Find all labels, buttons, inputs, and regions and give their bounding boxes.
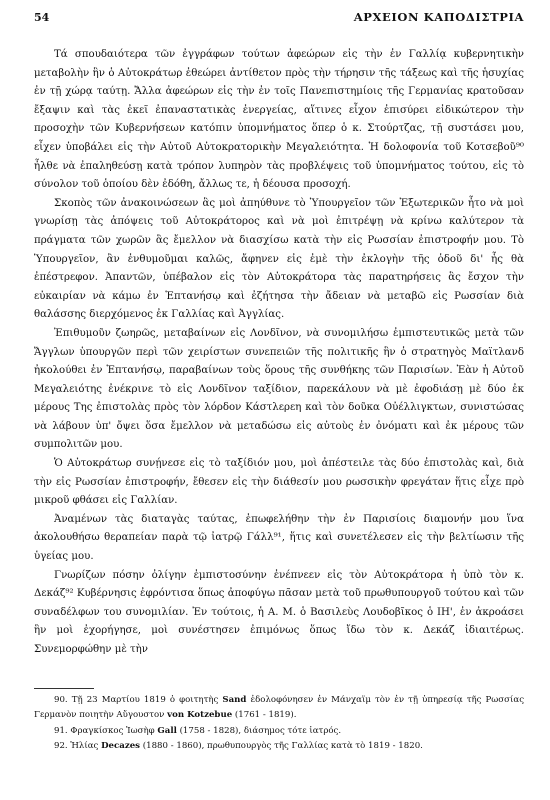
page-number: 54 — [34, 11, 50, 24]
footnote-number: 92. — [54, 741, 68, 752]
body-text — [34, 46, 524, 660]
footnote-91 — [34, 724, 524, 740]
paragraph: Σκοπὸς τῶν ἀνακοινώσεων ἃς μοὶ ἀπηύθυνε τὸ Ὑπουργεῖον τῶν Ἐξωτερικῶν ἦτο νὰ μοὶ γνωρίσῃ τὰς ἀπόψεις τοῦ Αὐτοκράτορος καὶ νὰ μοὶ ἐπιτρέψῃ νὰ κρίνω καλύτερον τὰ πράγματα τῶν χωρῶν ἃς ἔμελλον νὰ διασχίσω κατὰ τὴν εἰς Ρωσσίαν ἐπιστροφήν μου. Τὸ Ὑπουργεῖον, ἂν ἐνθυμοῦμαι καλῶς, ἄφηνεν εἰς ἐμὲ τὴν ἐκλογὴν τῆς ὁδοῦ δι' ἧς θὰ ἐπέστρεφον. Ἀπαντῶν, ὑπέβαλον εἰς τὸν Αὐτοκράτορα τὰς παρατηρήσεις ἃς ἔσχον τὴν εὐκαιρίαν νὰ κάμω ἐν Ἑπτανήσῳ καὶ ἐζήτησα τὴν ἄδειαν νὰ μεταβῶ εἰς Ρωσσίαν διὰ θαλάσσης διερχόμενος ἐκ Γαλλίας καὶ Ἀγγλίας. — [34, 197, 524, 321]
footnote-number: 91. — [54, 725, 68, 736]
footnote-name: Decazes — [101, 741, 141, 752]
paragraph: Ἐπιθυμοῦν ζωηρῶς, μεταβαίνων εἰς Λονδῖνον, νὰ συνομιλήσω ἐμπιστευτικῶς μετὰ τῶν Ἄγγλων ὑπουργῶν περὶ τῶν χειρίστων συνεπειῶν τῆς πολιτικῆς ἣν ὁ στρατηγὸς Μαϊτλανδ ἠκολούθει ἐν Ἑπτανήσῳ, παραβαίνων τοὺς ὅρους τῆς συνθήκης τῶν Παρισίων. Ἐὰν ἡ Αὐτοῦ Μεγαλειότης ἐνέκρινε τὸ εἰς Λονδῖνον ταξίδιον, παρεκάλουν νὰ μὲ ἐφοδιάσῃ μὲ δύο ἐκ μέρους Της ἐπιστολὰς πρὸς τὸν λόρδον Κάστλερεη καὶ τὸν δοῦκα Οὐέλλιγκτων, συνιστώσας νὰ λάβουν ὑπ' ὄψει ὅσα ἔμελλον νὰ μεταδώσω εἰς αὐτοὺς ἐν ὀνόματι καὶ ἐκ μέρους τῶν συμπολιτῶν μου. — [34, 327, 524, 451]
footnote-name: Sand — [222, 694, 247, 705]
footnote-90 — [34, 693, 524, 724]
footnote-name: Gall — [157, 725, 177, 736]
footnote-text: ἐδολοφόνησεν ἐν Μάνχαϊμ τὸν ἐν τῇ ὑπηρεσίᾳ τῆς Ρωσσίας Γερμανὸν ποιητὴν Αὔγουστον — [34, 694, 525, 721]
footnote-text: (1880 - 1860), πρωθυπουργὸς τῆς Γαλλίας κατὰ τὸ 1819 - 1820. — [142, 741, 423, 752]
book-page — [34, 10, 524, 790]
footnote-name: von Kotzebue — [167, 710, 233, 721]
footnote-text: (1761 - 1819). — [234, 710, 297, 721]
page-header — [34, 10, 524, 32]
footnote-text: (1758 - 1828), διάσημος τότε ἰατρός. — [179, 725, 342, 736]
footnotes — [34, 693, 524, 755]
footnote-92 — [34, 739, 524, 755]
footnote-number: 90. — [54, 694, 68, 705]
paragraph: Τά σπουδαιότερα τῶν ἐγγράφων τούτων ἀφεώρων εἰς τὴν ἐν Γαλλίᾳ κυβερνητικὴν μεταβολὴν ἣν ὁ Αὐτοκράτωρ ἐθεώρει ἀντίθετον πρὸς τὴν τήρησιν τῆς τάξεως καὶ τῆς ἡσυχίας ἐν τῇ χώρᾳ ταύτῃ. Ἄλλα ἀφεώρων εἰς τὴν ἐν τοῖς Πανεπιστημίοις τῆς Γερμανίας κρατοῦσαν ἔξαψιν καὶ τὰς ἐκεῖ ἐπαναστατικὰς ἐνεργείας, αἵτινες εἶχον ἐπισύρει εἰδικώτερον τὴν προσοχὴν τῶν Κυβερνήσεων κατόπιν ὑπομνήματος ὅπερ ὁ κ. Στούρτζας, τῇ συστάσει μου, εἶχεν ὑποβάλει εἰς τὴν Αὐτοῦ Αὐτοκρατορικὴν Μεγαλειότητα. Ἡ δολοφονία τοῦ Κοτσεβοῦ⁹⁰ ἦλθε νὰ ἐπαληθεύσῃ κατὰ τρόπον λυπηρὸν τὰς προβλέψεις τοῦ ὑπομνήματος τούτου, εἰς τὸ σύνολον τοῦ ὁποίου δὲν ἐδόθη, ἄλλως τε, ἡ δέουσα προσοχή. — [34, 49, 524, 191]
paragraph: Ὁ Αὐτοκράτωρ συνῄνεσε εἰς τὸ ταξίδιόν μου, μοὶ ἀπέστειλε τὰς δύο ἐπιστολὰς καὶ, διὰ τὴν εἰς Ρωσσίαν ἐπιστροφήν, ἔθεσεν εἰς τὴν διάθεσίν μου ρωσσικὴν φρεγάταν ἥτις εἶχε πρὸ μικροῦ φθάσει εἰς Γαλλίαν. — [34, 458, 524, 507]
paragraph: Γνωρίζων πόσην ὀλίγην ἐμπιστοσύνην ἐνέπνεεν εἰς τὸν Αὐτοκράτορα ἡ ὑπὸ τὸν κ. Δεκάζ⁹² Κυβέρνησις ἐφρόντισα ὅπως ἀποφύγω πᾶσαν μετὰ τοῦ πρωθυπουργοῦ τούτου καὶ τῶν συναδέλφων του συνομιλίαν. Ἐν τούτοις, ἡ Α. Μ. ὁ Βασιλεὺς Λουδοβῖκος ὁ ΙΗ', ἐν ἀκροάσει ἣν μοὶ ἐχορήγησε, μοὶ συνέστησεν ἐπιμόνως ὅπως ἴδω τὸν κ. Δεκάζ ἰδιαιτέρως. Συνεμορφώθην μὲ τὴν — [34, 569, 524, 655]
footnote-divider — [34, 688, 94, 689]
paragraph: Ἀναμένων τὰς διαταγὰς ταύτας, ἐπωφελήθην τὴν ἐν Παρισίοις διαμονήν μου ἵνα ἀκολουθήσω θεραπείαν παρὰ τῷ ἰατρῷ Γάλλ⁹¹, ἥτις καὶ συνετέλεσεν εἰς τὴν βελτίωσιν τῆς ὑγείας μου. — [34, 513, 524, 563]
footnote-text: Τῇ 23 Μαρτίου 1819 ὁ φοιτητὴς — [71, 694, 219, 705]
running-title: ΑΡΧΕΙΟΝ ΚΑΠΟΔΙΣΤΡΙΑ — [353, 10, 524, 24]
footnote-text: Ἡλίας — [70, 741, 99, 752]
footnote-text: Φραγκίσκος Ἰωσὴφ — [70, 725, 155, 736]
